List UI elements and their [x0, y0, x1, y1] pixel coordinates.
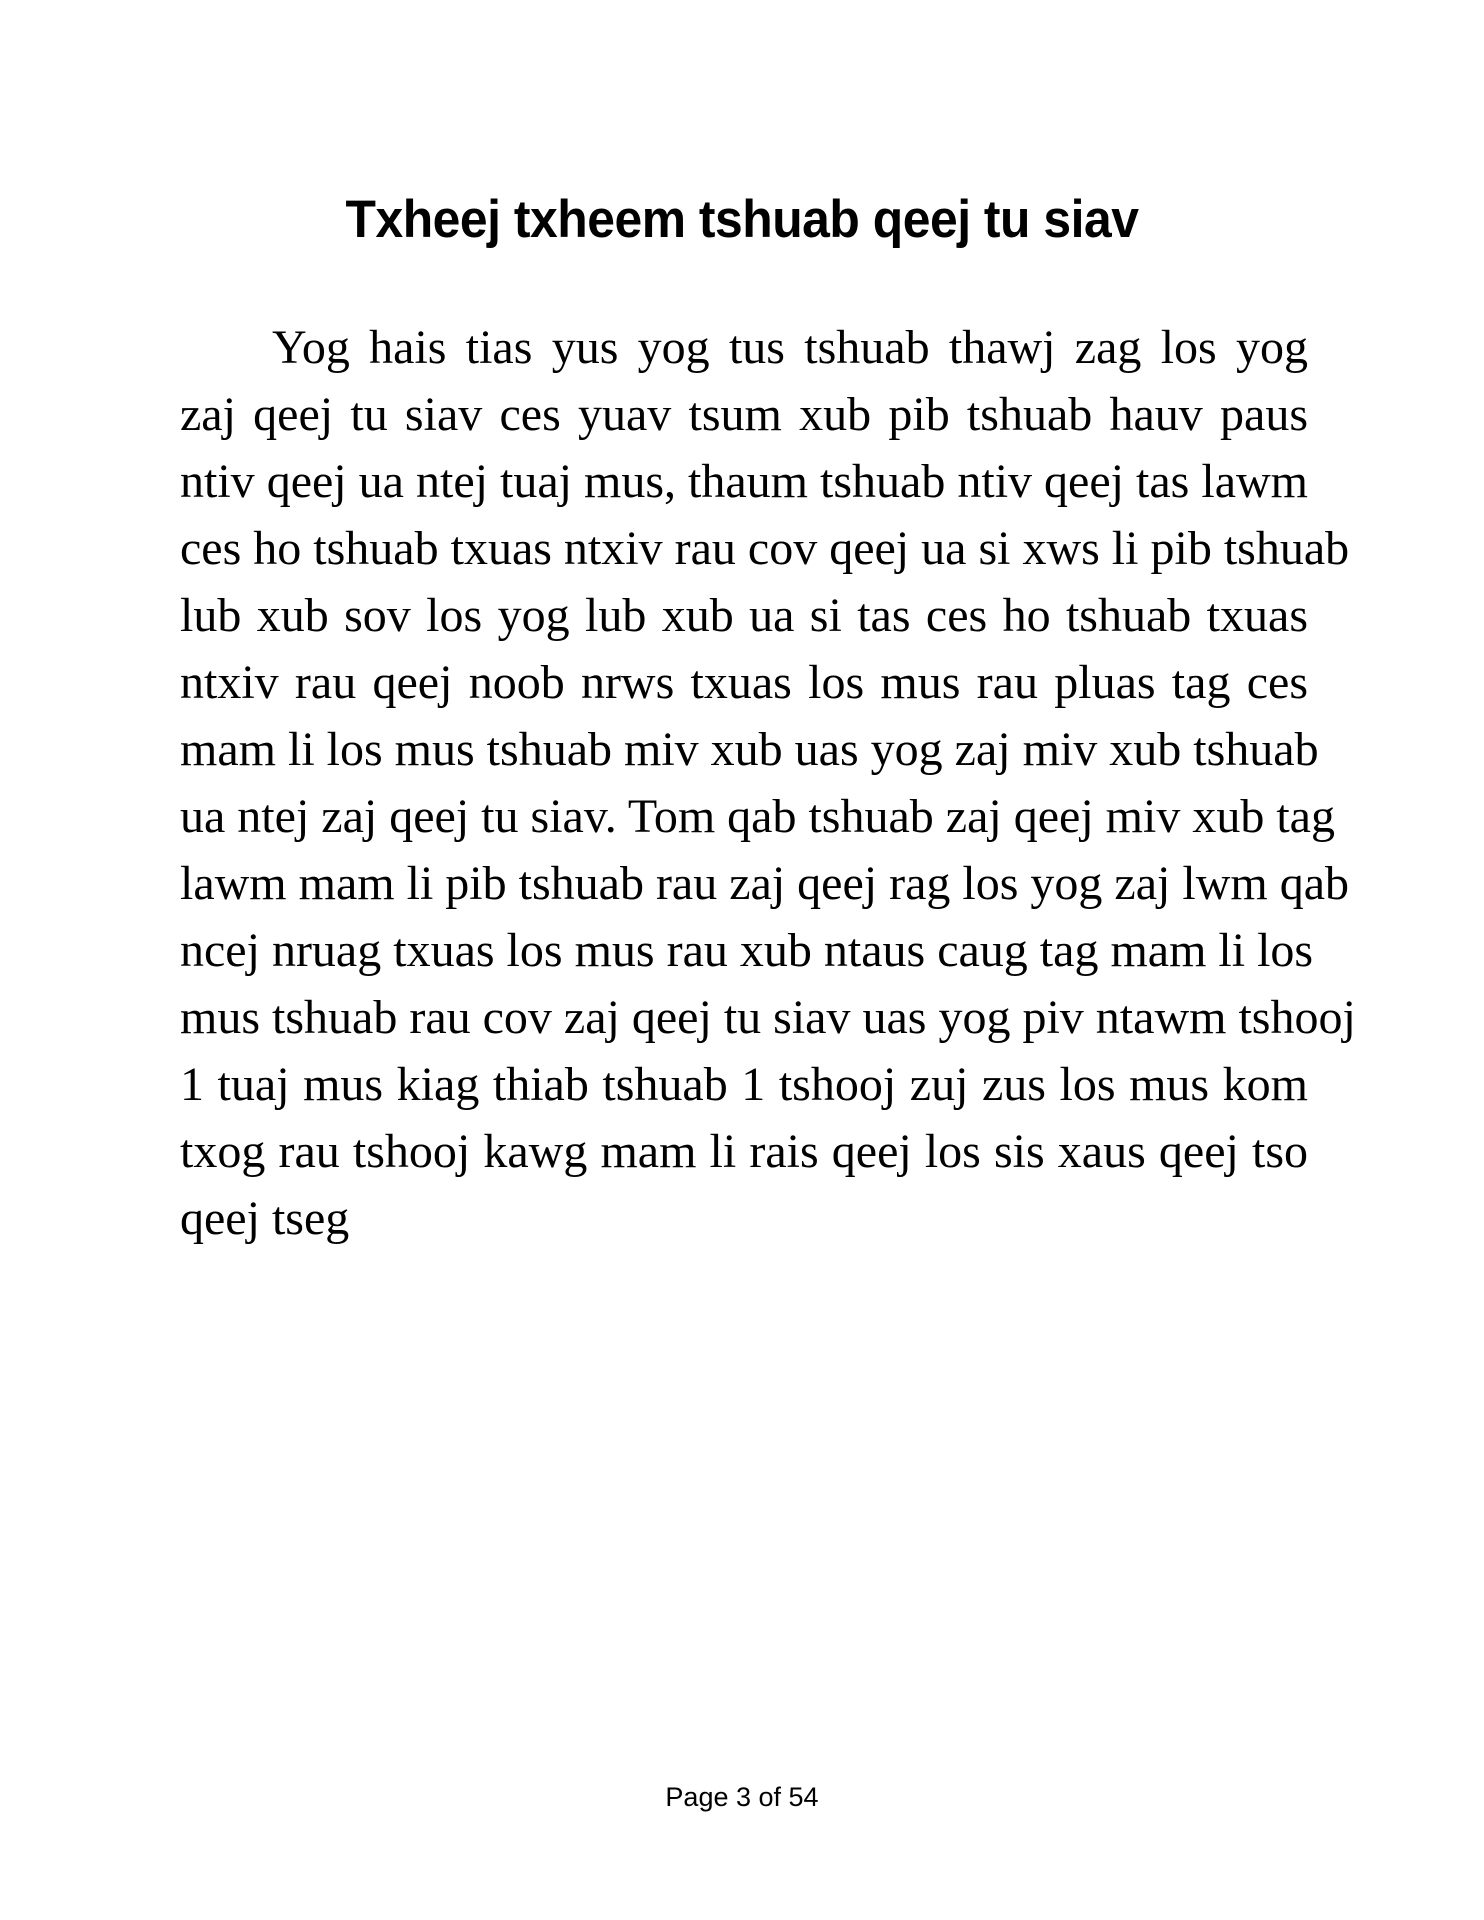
paragraph-line: txog rau tshooj kawg mam li rais qeej los sis xaus qeej tso	[180, 1125, 1308, 1178]
paragraph-line: Yog hais tias yus yog tus tshuab thawj zag los yog	[272, 321, 1308, 374]
paragraph-line: ncej nruag txuas los mus rau xub ntaus caug tag mam li los	[180, 924, 1314, 977]
page-title: Txheej txheem tshuab qeej tu siav	[345, 190, 1139, 249]
paragraph-line: lub xub sov los yog lub xub ua si tas ces ho tshuab txuas	[180, 589, 1308, 642]
body-paragraph	[180, 314, 1356, 1252]
paragraph-line: ntiv qeej ua ntej tuaj mus, thaum tshuab ntiv qeej tas lawm	[180, 455, 1308, 508]
paragraph-line: mam li los mus tshuab miv xub uas yog zaj miv xub tshuab	[180, 723, 1319, 776]
paragraph-line: mus tshuab rau cov zaj qeej tu siav uas yog piv ntawm tshooj	[180, 991, 1356, 1044]
paragraph-line: ces ho tshuab txuas ntxiv rau cov qeej ua si xws li pib tshuab	[180, 522, 1350, 575]
paragraph-line: 1 tuaj mus kiag thiab tshuab 1 tshooj zuj zus los mus kom	[180, 1058, 1308, 1111]
paragraph-line: lawm mam li pib tshuab rau zaj qeej rag los yog zaj lwm qab	[180, 857, 1350, 910]
paragraph-line: zaj qeej tu siav ces yuav tsum xub pib tshuab hauv paus	[180, 388, 1308, 441]
paragraph-line: ntxiv rau qeej noob nrws txuas los mus rau pluas tag ces	[180, 656, 1308, 709]
paragraph-line: ua ntej zaj qeej tu siav. Tom qab tshuab zaj qeej miv xub tag	[180, 790, 1335, 843]
paragraph-line: qeej tseg	[180, 1192, 350, 1245]
page-number-footer: Page 3 of 54	[665, 1782, 819, 1812]
